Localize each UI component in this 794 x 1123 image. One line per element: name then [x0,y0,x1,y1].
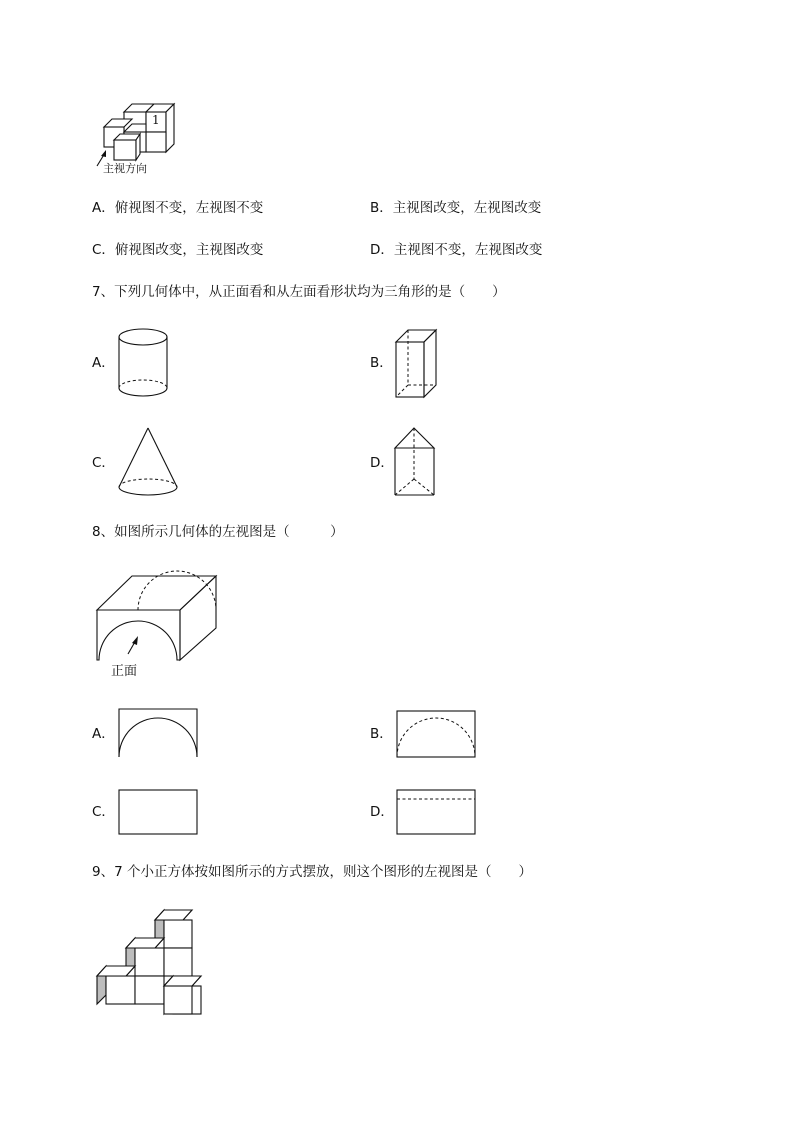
q7-option-c-label[interactable]: C． [92,455,115,471]
q7-triangular-prism-figure[interactable] [390,424,450,504]
q8-stem: 8、如图所示几何体的左视图是（ ） [92,524,344,540]
q7-option-a-label[interactable]: A． [92,355,115,371]
q6-direction-label: 主视方向 [103,162,147,175]
q7-option-b-label[interactable]: B． [370,355,393,371]
q7-rectangular-prism-figure[interactable] [390,324,450,404]
q9-cube-stack-figure [92,905,212,1020]
q6-option-c[interactable]: C．俯视图改变，主视图改变 [92,242,264,258]
q6-cube-label: 1 [152,113,160,127]
q7-cylinder-figure[interactable] [114,324,174,404]
q7-cone-figure[interactable] [114,424,184,504]
q8-option-a-figure[interactable] [117,707,199,759]
q8-option-c-label[interactable]: C． [92,804,115,820]
q8-option-d-figure[interactable] [395,788,477,838]
q8-option-a-label[interactable]: A． [92,726,115,742]
q7-stem: 7、下列几何体中，从正面看和从左面看形状均为三角形的是（ ） [92,284,506,300]
q6-option-a[interactable]: A．俯视图不变，左视图不变 [92,200,264,216]
q6-option-b[interactable]: B．主视图改变，左视图改变 [370,200,542,216]
q8-front-label: 正面 [111,664,138,679]
q9-stem: 9、7 个小正方体按如图所示的方式摆放，则这个图形的左视图是（ ） [92,864,532,880]
q6-option-d[interactable]: D．主视图不变，左视图改变 [370,242,543,258]
q8-option-d-label[interactable]: D． [370,804,394,820]
q8-option-b-label[interactable]: B． [370,726,393,742]
q8-option-b-figure[interactable] [395,709,477,761]
q7-option-d-label[interactable]: D． [370,455,394,471]
q8-option-c-figure[interactable] [117,788,199,838]
